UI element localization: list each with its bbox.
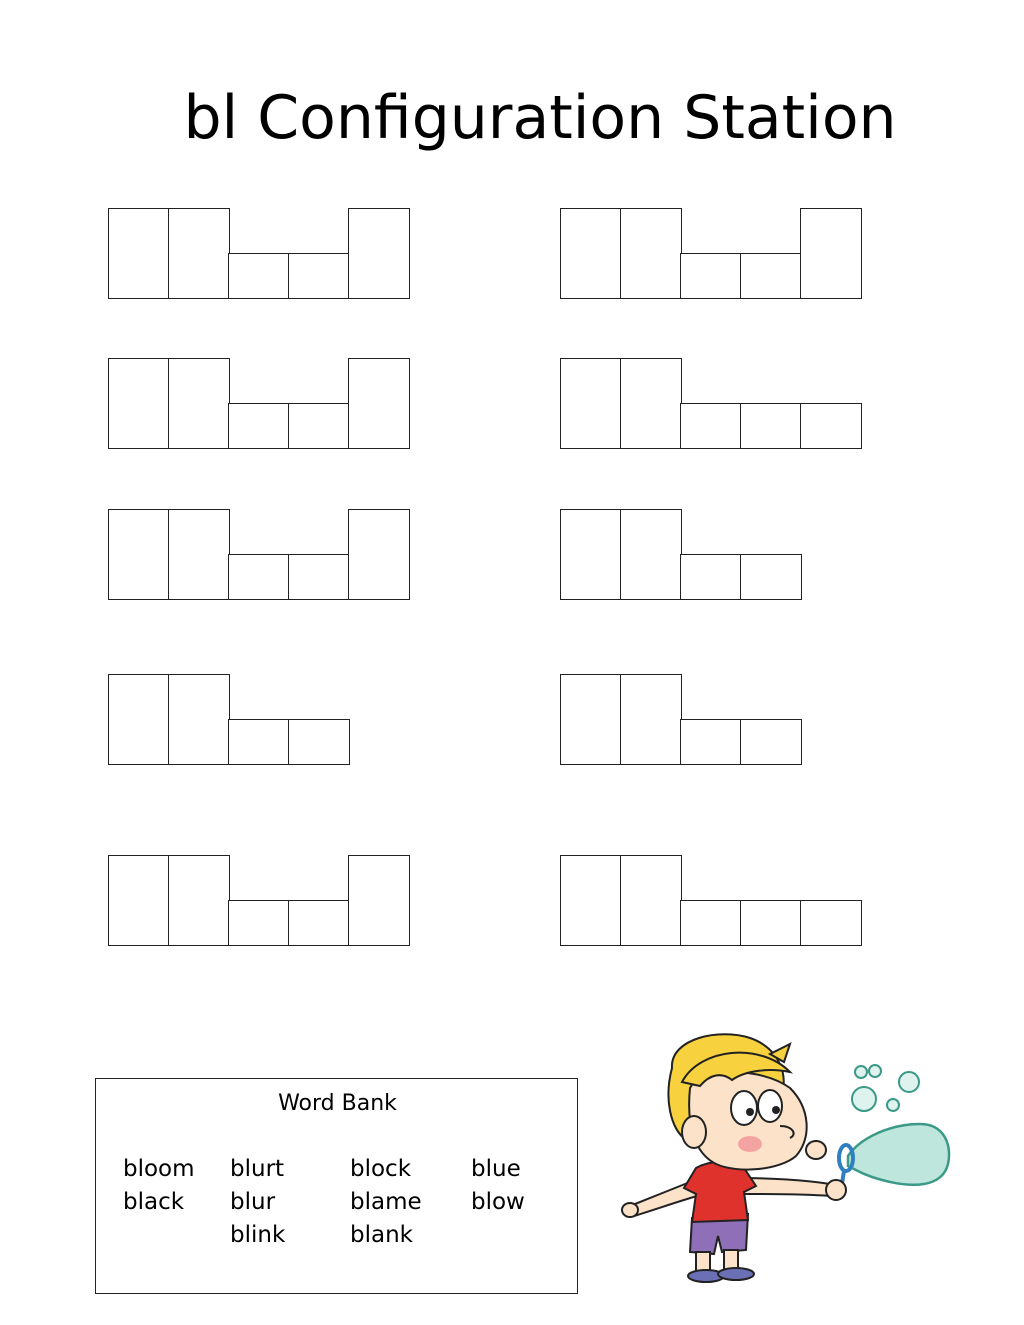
word-shape-puzzle	[108, 855, 410, 946]
tall-letter-box[interactable]	[168, 674, 230, 765]
word-shape-puzzle	[108, 208, 410, 299]
tall-letter-box[interactable]	[108, 358, 170, 449]
word-bank-title: Word Bank	[278, 1091, 397, 1116]
tall-letter-box[interactable]	[560, 674, 622, 765]
eye-icon	[731, 1091, 757, 1125]
short-letter-box[interactable]	[680, 253, 742, 299]
word-shape-puzzle	[560, 208, 862, 299]
tall-letter-box[interactable]	[620, 358, 682, 449]
tall-letter-box[interactable]	[800, 208, 862, 299]
short-letter-box[interactable]	[680, 719, 742, 765]
tall-letter-box[interactable]	[560, 509, 622, 600]
tall-letter-box[interactable]	[560, 855, 622, 946]
tall-letter-box[interactable]	[108, 509, 170, 600]
word-bank-word: blur	[230, 1189, 276, 1215]
word-bank-word: blank	[350, 1222, 413, 1248]
short-letter-box[interactable]	[228, 554, 290, 600]
bubble-icon	[855, 1066, 867, 1078]
short-letter-box[interactable]	[680, 403, 742, 449]
short-letter-box[interactable]	[740, 403, 802, 449]
word-shape-puzzle	[560, 855, 862, 946]
tall-letter-box[interactable]	[168, 358, 230, 449]
word-shape-puzzle	[108, 509, 410, 600]
word-shape-puzzle	[560, 509, 802, 600]
bubble-icon	[899, 1072, 919, 1092]
sandal-icon	[718, 1268, 754, 1280]
large-bubble-icon	[848, 1124, 949, 1185]
short-letter-box[interactable]	[740, 719, 802, 765]
short-letter-box[interactable]	[740, 900, 802, 946]
short-letter-box[interactable]	[800, 403, 862, 449]
tall-letter-box[interactable]	[108, 674, 170, 765]
word-bank-word: bloom	[123, 1156, 195, 1182]
word-bank-word: blow	[471, 1189, 525, 1215]
tall-letter-box[interactable]	[620, 208, 682, 299]
word-bank-word: blink	[230, 1222, 286, 1248]
tall-letter-box[interactable]	[348, 855, 410, 946]
bubble-icon	[852, 1087, 876, 1111]
word-shape-puzzle	[560, 358, 862, 449]
tall-letter-box[interactable]	[168, 509, 230, 600]
tall-letter-box[interactable]	[620, 674, 682, 765]
girl-blowing-bubbles-illustration	[620, 1028, 960, 1288]
short-letter-box[interactable]	[288, 403, 350, 449]
word-bank-word: black	[123, 1189, 185, 1215]
eye-icon	[758, 1090, 782, 1122]
word-bank-column-2	[230, 1153, 285, 1252]
word-shape-puzzle	[108, 674, 350, 765]
word-bank-word: block	[350, 1156, 412, 1182]
short-letter-box[interactable]	[288, 253, 350, 299]
page-title: bl Configuration Station	[183, 83, 897, 153]
tall-letter-box[interactable]	[560, 358, 622, 449]
short-letter-box[interactable]	[740, 554, 802, 600]
short-letter-box[interactable]	[680, 554, 742, 600]
tall-letter-box[interactable]	[168, 855, 230, 946]
word-shape-puzzle	[560, 674, 802, 765]
short-letter-box[interactable]	[800, 900, 862, 946]
tall-letter-box[interactable]	[348, 208, 410, 299]
bubble-icon	[887, 1099, 899, 1111]
short-letter-box[interactable]	[740, 253, 802, 299]
tall-letter-box[interactable]	[108, 208, 170, 299]
short-letter-box[interactable]	[288, 554, 350, 600]
tall-letter-box[interactable]	[168, 208, 230, 299]
tall-letter-box[interactable]	[108, 855, 170, 946]
word-bank-column-1	[123, 1153, 195, 1219]
short-letter-box[interactable]	[228, 900, 290, 946]
short-letter-box[interactable]	[228, 253, 290, 299]
short-letter-box[interactable]	[288, 719, 350, 765]
word-bank-word: blue	[471, 1156, 521, 1182]
bubble-icon	[869, 1065, 881, 1077]
short-letter-box[interactable]	[228, 403, 290, 449]
tall-letter-box[interactable]	[348, 358, 410, 449]
tall-letter-box[interactable]	[560, 208, 622, 299]
tall-letter-box[interactable]	[348, 509, 410, 600]
short-letter-box[interactable]	[228, 719, 290, 765]
word-bank-column-4	[471, 1153, 525, 1219]
short-letter-box[interactable]	[680, 900, 742, 946]
tall-letter-box[interactable]	[620, 509, 682, 600]
word-bank-word: blurt	[230, 1156, 285, 1182]
word-bank-column-3	[350, 1153, 422, 1252]
word-bank-word: blame	[350, 1189, 422, 1215]
word-shape-puzzle	[108, 358, 410, 449]
tall-letter-box[interactable]	[620, 855, 682, 946]
word-bank	[95, 1078, 578, 1294]
short-letter-box[interactable]	[288, 900, 350, 946]
